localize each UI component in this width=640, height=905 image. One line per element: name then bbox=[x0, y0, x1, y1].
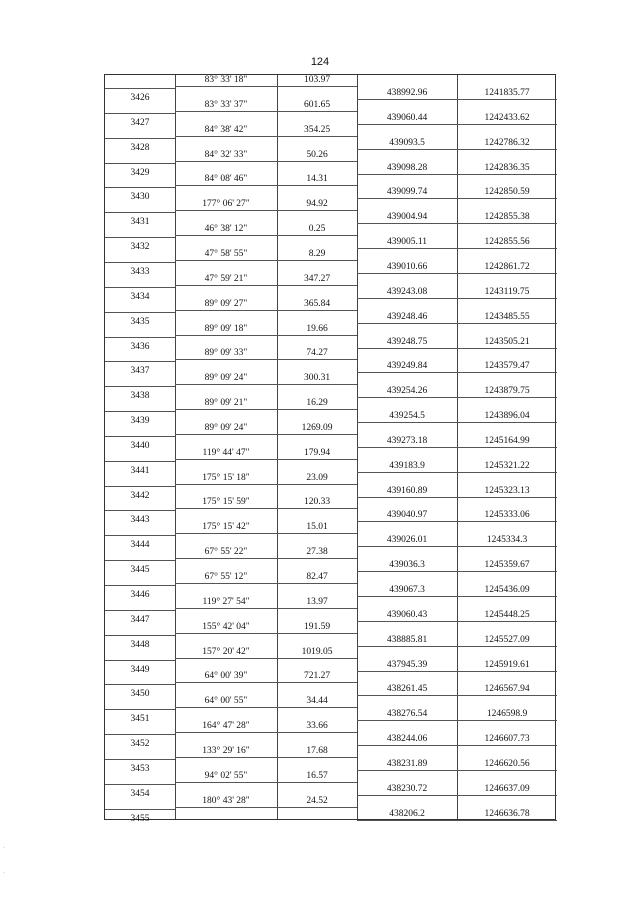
y-coordinate-cell: 1242855.56 bbox=[484, 237, 530, 248]
bearing-angle-cell: 133° 29' 16" bbox=[202, 745, 250, 756]
row-rule bbox=[175, 210, 357, 211]
point-number-cell: 3442 bbox=[130, 490, 150, 501]
row-rule bbox=[175, 86, 357, 87]
bearing-angle-cell: 180° 43' 28" bbox=[202, 795, 250, 806]
x-coordinate-cell: 439099.74 bbox=[386, 187, 428, 198]
distance-cell: 16.29 bbox=[306, 398, 328, 409]
distance-cell: 354.25 bbox=[303, 124, 331, 135]
bearing-angle-cell: 89° 09' 21" bbox=[204, 398, 248, 409]
row-rule bbox=[105, 709, 175, 710]
x-coordinate-cell: 439093.5 bbox=[389, 137, 425, 148]
point-number-cell: 3430 bbox=[130, 192, 150, 203]
row-rule bbox=[105, 113, 175, 114]
point-number-cell: 3454 bbox=[130, 788, 150, 799]
distance-cell: 74.27 bbox=[306, 348, 328, 359]
x-coordinate-cell: 439254.5 bbox=[389, 411, 425, 422]
row-rule bbox=[175, 359, 357, 360]
point-number-cell: 3444 bbox=[130, 540, 150, 551]
table-row bbox=[105, 647, 555, 673]
distance-cell: 179.94 bbox=[303, 447, 331, 458]
x-coordinate-cell: 438231.89 bbox=[386, 758, 428, 769]
y-coordinate-cell: 1245323.13 bbox=[484, 485, 530, 496]
distance-cell: 23.09 bbox=[306, 472, 328, 483]
y-coordinate-cell: 1241835.77 bbox=[484, 88, 530, 98]
row-rule bbox=[105, 660, 175, 661]
bearing-angle-cell: 83° 33' 18" bbox=[204, 75, 248, 85]
bearing-angle-cell: 89° 09' 33" bbox=[204, 348, 248, 359]
row-rule bbox=[175, 782, 357, 783]
row-rule bbox=[105, 510, 175, 511]
distance-cell: 601.65 bbox=[303, 99, 331, 110]
y-coordinate-cell: 1243896.04 bbox=[484, 411, 530, 422]
bearing-angle-cell: 119° 44' 47" bbox=[202, 447, 250, 458]
distance-cell: 1269.09 bbox=[301, 422, 333, 433]
x-coordinate-cell: 439005.11 bbox=[386, 237, 428, 248]
row-rule bbox=[105, 560, 175, 561]
row-rule bbox=[105, 809, 175, 810]
distance-cell: 16.57 bbox=[306, 770, 328, 781]
row-rule bbox=[105, 386, 175, 387]
row-rule bbox=[105, 461, 175, 462]
bearing-angle-cell: 84° 08' 46" bbox=[204, 174, 248, 185]
bearing-angle-cell: 84° 32' 33" bbox=[204, 149, 248, 160]
row-rule bbox=[175, 384, 357, 385]
bearing-angle-cell: 94° 02' 55" bbox=[204, 770, 248, 781]
survey-table bbox=[104, 74, 556, 824]
bearing-angle-cell: 157° 20' 42" bbox=[202, 646, 250, 657]
point-number-cell: 3449 bbox=[130, 664, 150, 675]
x-coordinate-cell: 438276.54 bbox=[386, 709, 428, 720]
page-number: 124 bbox=[310, 56, 330, 68]
row-rule bbox=[105, 287, 175, 288]
table-row bbox=[105, 696, 555, 725]
bearing-angle-cell: 89° 09' 18" bbox=[204, 323, 248, 334]
point-number-cell: 3436 bbox=[130, 341, 150, 352]
distance-cell: 24.52 bbox=[306, 795, 328, 806]
y-coordinate-cell: 1245436.09 bbox=[484, 585, 530, 595]
table-row bbox=[105, 721, 555, 750]
table-row bbox=[105, 299, 555, 325]
point-number-cell: 3453 bbox=[130, 763, 150, 774]
row-rule bbox=[175, 682, 357, 683]
y-coordinate-cell: 1242861.72 bbox=[484, 261, 530, 272]
x-coordinate-cell: 439040.97 bbox=[386, 510, 428, 521]
y-coordinate-cell: 1246607.73 bbox=[484, 734, 530, 745]
distance-cell: 34.44 bbox=[306, 696, 328, 707]
bearing-angle-cell: 64° 00' 55" bbox=[204, 696, 248, 707]
table-row bbox=[105, 373, 555, 402]
row-rule bbox=[105, 361, 175, 362]
point-number-cell: 3431 bbox=[130, 217, 150, 228]
bearing-angle-cell: 47° 58' 55" bbox=[204, 248, 248, 259]
bearing-angle-cell: 67° 55' 22" bbox=[204, 547, 248, 558]
bearing-angle-cell: 47° 59' 21" bbox=[204, 273, 248, 284]
row-rule bbox=[175, 434, 357, 435]
row-rule bbox=[105, 88, 175, 89]
x-coordinate-cell: 437945.39 bbox=[386, 659, 428, 670]
distance-cell: 94.92 bbox=[306, 199, 328, 210]
row-rule bbox=[175, 757, 357, 758]
x-coordinate-cell: 439243.08 bbox=[386, 286, 428, 297]
row-rule bbox=[105, 262, 175, 263]
bearing-angle-cell: 164° 47' 28" bbox=[202, 721, 250, 732]
point-number-cell: 3438 bbox=[130, 391, 150, 402]
row-rule bbox=[175, 260, 357, 261]
distance-cell: 19.66 bbox=[306, 323, 328, 334]
distance-cell: 365.84 bbox=[303, 298, 331, 309]
bearing-angle-cell: 64° 00' 39" bbox=[204, 671, 248, 682]
point-number-cell: 3437 bbox=[130, 366, 150, 377]
y-coordinate-cell: 1242433.62 bbox=[484, 112, 530, 123]
table-row bbox=[105, 125, 555, 151]
row-rule bbox=[175, 409, 357, 410]
x-coordinate-cell: 439010.66 bbox=[386, 261, 428, 272]
table-row bbox=[105, 497, 555, 526]
bearing-angle-cell: 89° 09' 27" bbox=[204, 298, 248, 309]
distance-cell: 191.59 bbox=[303, 621, 331, 632]
y-coordinate-cell: 1243879.75 bbox=[484, 386, 530, 397]
bearing-angle-cell: 175° 15' 59" bbox=[202, 497, 250, 508]
point-number-cell: 3441 bbox=[130, 465, 150, 476]
point-number-cell: 3435 bbox=[130, 316, 150, 327]
table-row bbox=[105, 771, 555, 797]
y-coordinate-cell: 1242850.59 bbox=[484, 187, 530, 198]
y-coordinate-cell: 1242786.32 bbox=[484, 137, 530, 148]
distance-cell: 33.66 bbox=[306, 721, 328, 732]
row-rule bbox=[105, 212, 175, 213]
y-coordinate-cell: 1242836.35 bbox=[484, 162, 530, 173]
x-coordinate-cell: 438992.96 bbox=[386, 88, 428, 98]
row-rule bbox=[175, 658, 357, 659]
row-rule bbox=[105, 585, 175, 586]
row-rule bbox=[175, 633, 357, 634]
distance-cell: 27.38 bbox=[306, 547, 328, 558]
bearing-angle-cell: 83° 33' 37" bbox=[204, 99, 248, 110]
y-coordinate-cell: 1245333.06 bbox=[484, 510, 530, 521]
row-rule bbox=[105, 610, 175, 611]
point-number-cell: 3446 bbox=[130, 590, 150, 600]
row-rule bbox=[105, 535, 175, 536]
y-coordinate-cell: 1245448.25 bbox=[484, 609, 530, 620]
y-coordinate-cell: 1246637.09 bbox=[484, 783, 530, 794]
row-rule bbox=[175, 136, 357, 137]
table-row bbox=[105, 249, 555, 275]
y-coordinate-cell: 1245164.99 bbox=[484, 435, 530, 446]
table-row bbox=[105, 448, 555, 474]
table-row bbox=[105, 423, 555, 449]
row-rule bbox=[105, 187, 175, 188]
y-coordinate-cell: 1246567.94 bbox=[484, 684, 530, 695]
table-row bbox=[105, 274, 555, 300]
x-coordinate-cell: 439060.44 bbox=[386, 112, 428, 123]
y-coordinate-cell: 1246636.78 bbox=[484, 808, 530, 819]
y-coordinate-cell: 1245527.09 bbox=[484, 634, 530, 645]
table-row bbox=[105, 522, 555, 551]
distance-cell: 13.97 bbox=[306, 596, 328, 607]
table-row bbox=[105, 75, 555, 101]
point-number-cell: 3455 bbox=[130, 813, 150, 824]
table-row bbox=[105, 348, 555, 377]
table-row bbox=[105, 324, 555, 350]
row-rule bbox=[105, 138, 175, 139]
row-rule bbox=[175, 111, 357, 112]
x-coordinate-cell: 439060.43 bbox=[386, 609, 428, 620]
row-rule bbox=[105, 486, 175, 487]
table-row bbox=[105, 473, 555, 499]
row-rule bbox=[105, 784, 175, 785]
scan-edge-mark: · bbox=[3, 845, 5, 852]
y-coordinate-cell: 1246620.56 bbox=[484, 758, 530, 769]
point-number-cell: 3452 bbox=[130, 739, 150, 750]
table-row bbox=[105, 572, 555, 598]
x-coordinate-cell: 439036.3 bbox=[389, 560, 425, 571]
distance-cell: 8.29 bbox=[308, 248, 326, 259]
row-rule bbox=[175, 508, 357, 509]
table-row bbox=[105, 398, 555, 427]
point-number-cell: 3450 bbox=[130, 689, 150, 700]
y-coordinate-cell: 1245359.67 bbox=[484, 560, 530, 571]
bearing-angle-cell: 67° 55' 12" bbox=[204, 572, 248, 582]
x-coordinate-cell: 439160.89 bbox=[386, 485, 428, 496]
row-rule bbox=[105, 237, 175, 238]
point-number-cell: 3434 bbox=[130, 291, 150, 302]
row-rule bbox=[105, 684, 175, 685]
row-rule bbox=[175, 533, 357, 534]
x-coordinate-cell: 439004.94 bbox=[386, 212, 428, 223]
bearing-angle-cell: 46° 38' 12" bbox=[204, 224, 248, 235]
y-coordinate-cell: 1243505.21 bbox=[484, 336, 530, 347]
y-coordinate-cell: 1243119.75 bbox=[484, 286, 530, 297]
point-number-cell: 3432 bbox=[130, 242, 150, 253]
y-coordinate-cell: 1243579.47 bbox=[484, 361, 530, 372]
bearing-angle-cell: 155° 42' 04" bbox=[202, 621, 250, 632]
distance-cell: 50.26 bbox=[306, 149, 328, 160]
row-rule bbox=[175, 583, 357, 584]
row-rule bbox=[175, 732, 357, 733]
y-coordinate-cell: 1245334.3 bbox=[486, 535, 528, 546]
bearing-angle-cell: 84° 38' 42" bbox=[204, 124, 248, 135]
bearing-angle-cell: 175° 15' 18" bbox=[202, 472, 250, 483]
distance-cell: 103.97 bbox=[303, 75, 331, 85]
point-number-cell: 3429 bbox=[130, 167, 150, 178]
point-number-cell: 3451 bbox=[130, 714, 150, 725]
row-rule bbox=[105, 337, 175, 338]
row-rule bbox=[105, 411, 175, 412]
table-row bbox=[105, 150, 555, 176]
distance-cell: 347.27 bbox=[303, 273, 331, 284]
table-row bbox=[105, 224, 555, 253]
x-coordinate-cell: 438885.81 bbox=[386, 634, 428, 645]
x-coordinate-cell: 438244.06 bbox=[386, 734, 428, 745]
table-row bbox=[105, 796, 555, 822]
table-row bbox=[105, 547, 555, 576]
row-rule bbox=[175, 310, 357, 311]
x-coordinate-cell: 439183.9 bbox=[389, 460, 425, 471]
point-number-cell: 3439 bbox=[130, 416, 150, 427]
row-rule bbox=[175, 459, 357, 460]
row-rule bbox=[105, 734, 175, 735]
row-rule bbox=[175, 185, 357, 186]
point-number-cell: 3428 bbox=[130, 142, 150, 153]
row-rule bbox=[175, 707, 357, 708]
point-number-cell: 3445 bbox=[130, 565, 150, 576]
row-rule bbox=[175, 335, 357, 336]
row-rule bbox=[105, 312, 175, 313]
x-coordinate-cell: 438206.2 bbox=[389, 808, 425, 819]
table-row bbox=[105, 100, 555, 126]
point-number-cell: 3426 bbox=[130, 93, 150, 103]
point-number-cell: 3427 bbox=[130, 117, 150, 128]
row-rule bbox=[105, 635, 175, 636]
row-rule bbox=[105, 163, 175, 164]
row-rule bbox=[175, 558, 357, 559]
bearing-angle-cell: 177° 06' 27" bbox=[202, 199, 250, 210]
x-coordinate-cell: 438230.72 bbox=[386, 783, 428, 794]
x-coordinate-cell: 439254.26 bbox=[386, 386, 428, 397]
distance-cell: 15.01 bbox=[306, 522, 328, 533]
x-coordinate-cell: 439249.84 bbox=[386, 361, 428, 372]
row-rule bbox=[175, 807, 357, 808]
row-rule bbox=[175, 161, 357, 162]
table-row bbox=[105, 671, 555, 700]
x-coordinate-cell: 439248.46 bbox=[386, 311, 428, 322]
row-rule bbox=[175, 608, 357, 609]
distance-cell: 14.31 bbox=[306, 174, 328, 185]
table-row bbox=[105, 622, 555, 648]
row-rule bbox=[175, 235, 357, 236]
bearing-angle-cell: 119° 27' 54" bbox=[202, 596, 250, 607]
distance-cell: 17.68 bbox=[306, 745, 328, 756]
x-coordinate-cell: 439273.18 bbox=[386, 435, 428, 446]
table-row bbox=[105, 174, 555, 203]
x-coordinate-cell: 439098.28 bbox=[386, 162, 428, 173]
distance-cell: 1019.05 bbox=[301, 646, 333, 657]
y-coordinate-cell: 1246598.9 bbox=[486, 709, 528, 720]
bearing-angle-cell: 89° 09' 24" bbox=[204, 373, 248, 384]
y-coordinate-cell: 1243485.55 bbox=[484, 311, 530, 322]
y-coordinate-cell: 1245321.22 bbox=[484, 460, 530, 471]
distance-cell: 82.47 bbox=[306, 572, 328, 582]
row-rule bbox=[105, 436, 175, 437]
table-row bbox=[105, 199, 555, 228]
table-row bbox=[105, 597, 555, 623]
distance-cell: 721.27 bbox=[303, 671, 331, 682]
point-number-cell: 3443 bbox=[130, 515, 150, 526]
row-rule bbox=[357, 820, 557, 821]
row-rule bbox=[105, 759, 175, 760]
point-number-cell: 3447 bbox=[130, 614, 150, 625]
distance-cell: 0.25 bbox=[308, 224, 326, 235]
y-coordinate-cell: 1245919.61 bbox=[484, 659, 530, 670]
x-coordinate-cell: 439026.01 bbox=[386, 535, 428, 546]
scan-edge-mark: · bbox=[3, 870, 5, 877]
x-coordinate-cell: 438261.45 bbox=[386, 684, 428, 695]
distance-cell: 120.33 bbox=[303, 497, 331, 508]
row-rule bbox=[175, 484, 357, 485]
distance-cell: 300.31 bbox=[303, 373, 331, 384]
bearing-angle-cell: 89° 09' 24" bbox=[204, 422, 248, 433]
point-number-cell: 3448 bbox=[130, 639, 150, 650]
point-number-cell: 3433 bbox=[130, 266, 150, 277]
table-row bbox=[105, 746, 555, 772]
point-number-cell: 3440 bbox=[130, 440, 150, 451]
x-coordinate-cell: 439248.75 bbox=[386, 336, 428, 347]
row-rule bbox=[175, 285, 357, 286]
y-coordinate-cell: 1242855.38 bbox=[484, 212, 530, 223]
x-coordinate-cell: 439067.3 bbox=[389, 585, 425, 595]
bearing-angle-cell: 175° 15' 42" bbox=[202, 522, 250, 533]
